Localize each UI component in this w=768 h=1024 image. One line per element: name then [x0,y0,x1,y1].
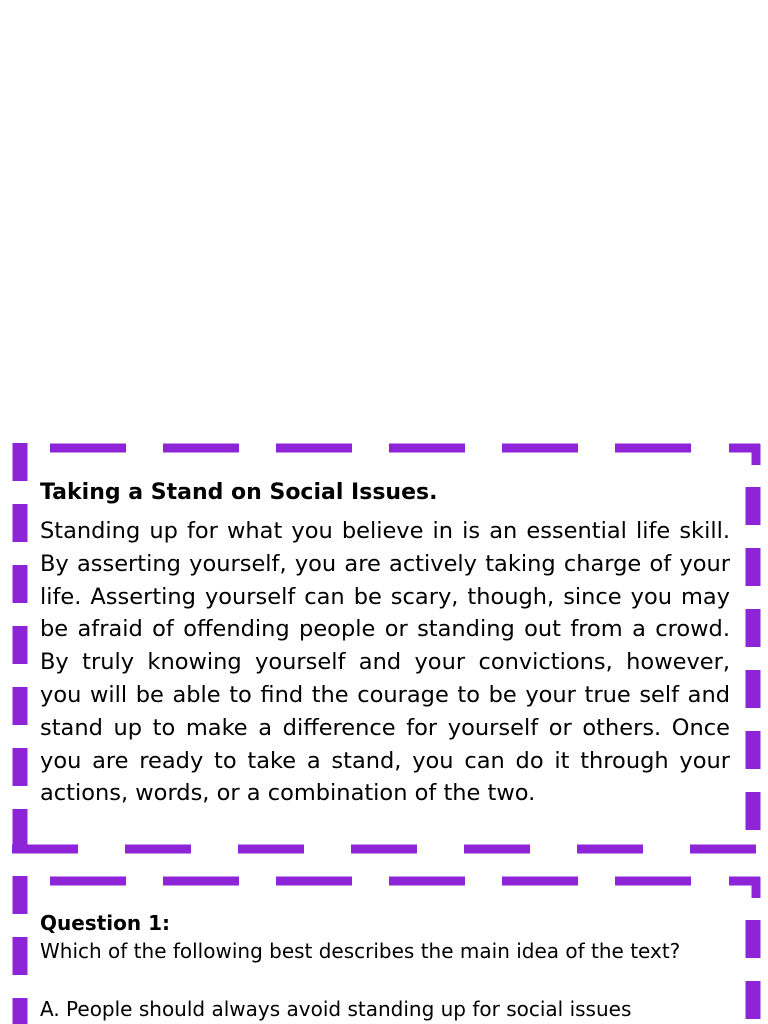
passage-body: Standing up for what you believe in is an essential life skill. By asserting yourself, you are actively taking charge of your life. Asserting yourself can be scary, though, since you may be afraid of offending people or standing out from a crowd. By truly knowing yourself and your convictions, however, you will be able to find the courage to be your true self and stand up to make a difference for yourself or others. Once you are ready to take a stand, you can do it through your actions, words, or a combination of the two. [40,518,730,807]
question-title: Question 1: [40,911,170,935]
answer-option-a[interactable]: A. People should always avoid standing up for social issues [40,997,632,1021]
passage-title: Taking a Stand on Social Issues. [40,480,438,505]
question-prompt: Which of the following best describes the main idea of the text? [40,939,681,963]
passage-card [12,443,761,854]
question-card [12,876,761,1024]
